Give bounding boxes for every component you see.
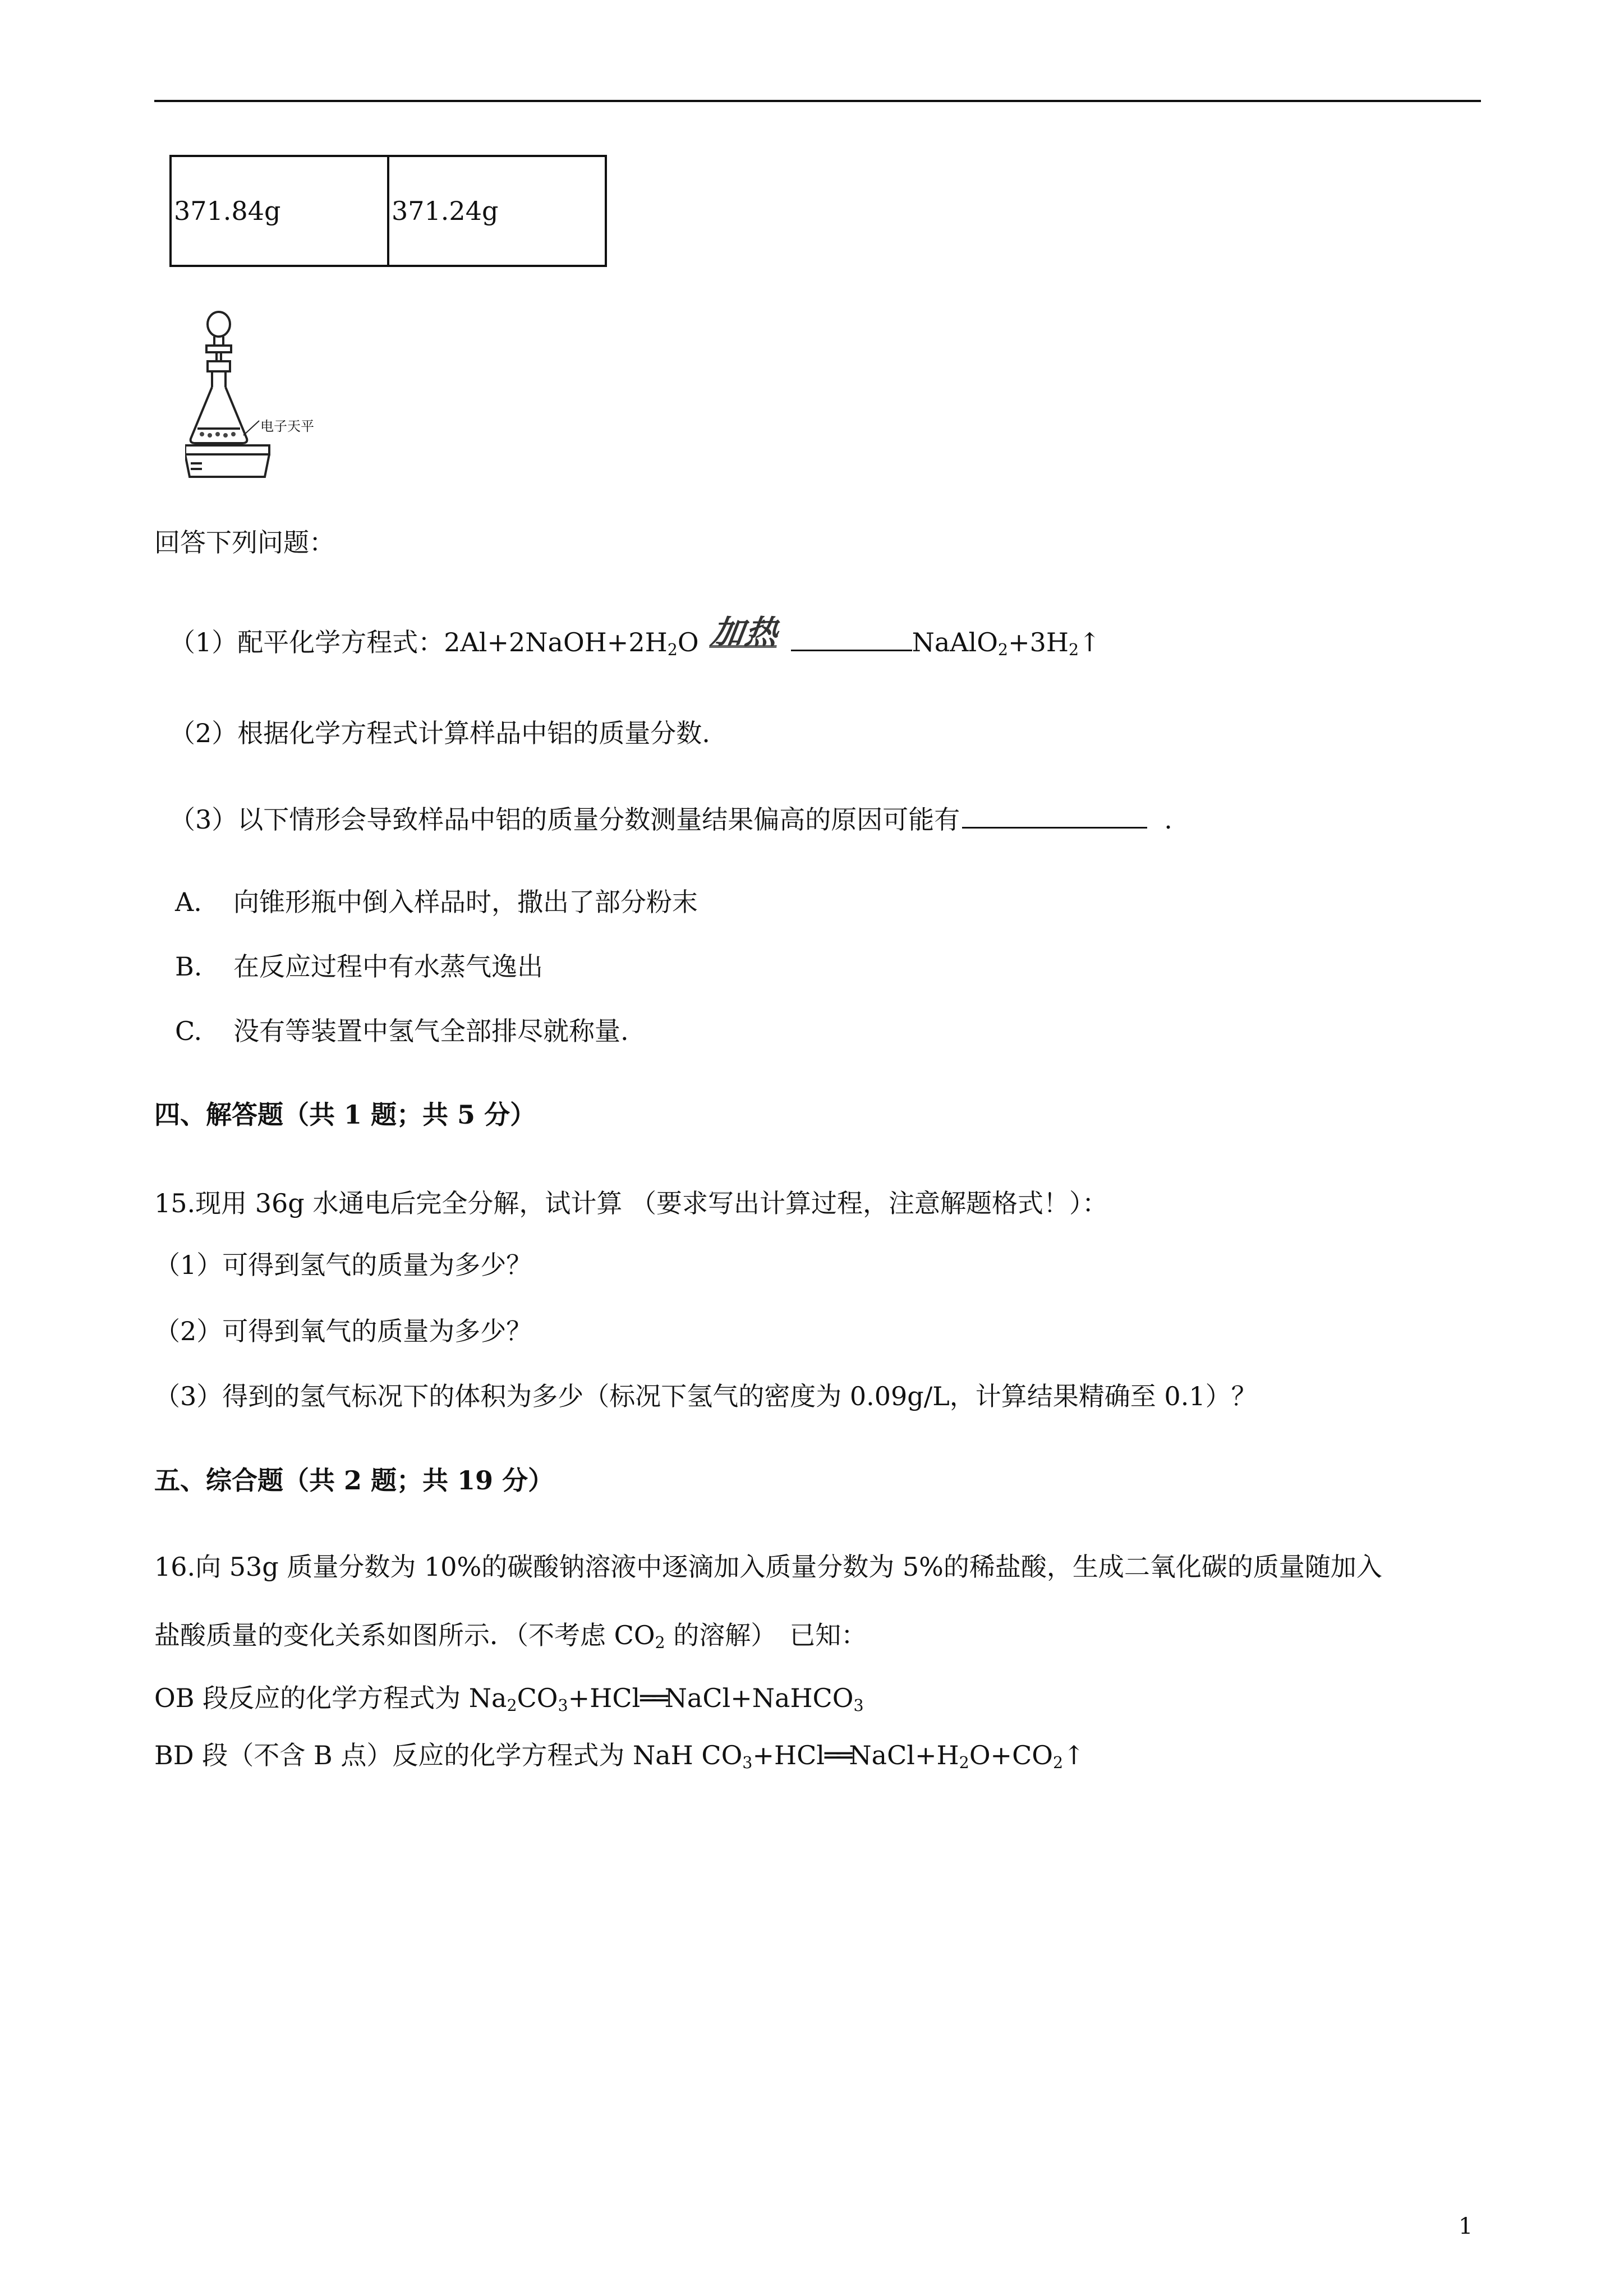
question-2: （2）根据化学方程式计算样品中铝的质量分数.: [169, 718, 710, 748]
apparatus-figure: [185, 309, 320, 488]
question-3: （3）以下情形会导致样品中铝的质量分数测量结果偏高的原因可能有 .: [169, 804, 1172, 835]
heating-condition: 加热: [708, 613, 781, 651]
option-b: B. 在反应过程中有水蒸气逸出: [175, 951, 543, 982]
q16-line-1: 16.向 53g 质量分数为 10%的碳酸钠溶液中逐滴加入质量分数为 5%的稀盐酸，生成二氧化碳的质量随加入: [154, 1552, 1382, 1582]
answer-blank-3[interactable]: [962, 822, 1147, 829]
table-row: [171, 156, 606, 266]
q15-part-1: （1）可得到氢气的质量为多少？: [154, 1250, 532, 1280]
intro-text: 回答下列问题：: [154, 527, 335, 558]
answer-blank-1[interactable]: [791, 645, 912, 651]
section-4-heading: 四、解答题（共 1 题；共 5 分）: [154, 1099, 536, 1130]
table-cell-2: 371.24g: [388, 156, 606, 266]
section-5-heading: 五、综合题（共 2 题；共 19 分）: [154, 1465, 554, 1496]
gas-arrow-icon: ↑: [1079, 627, 1101, 657]
ob-equation: OB 段反应的化学方程式为 $Na_2CO_3+HCl══NaCl+NaHCO_3$: [154, 1683, 864, 1715]
option-a: A. 向锥形瓶中倒入样品时，撒出了部分粉末: [175, 887, 698, 917]
q15-part-3: （3）得到的氢气标况下的体积为多少（标况下氢气的密度为 0.09g/L，计算结果精确至 0.1）？: [154, 1381, 1257, 1411]
q15-part-2: （2）可得到氧气的质量为多少？: [154, 1316, 532, 1346]
equals-sign: ══: [825, 1740, 849, 1770]
header-rule: [154, 100, 1481, 102]
option-c: C. 没有等装置中氢气全部排尽就称量.: [175, 1016, 629, 1046]
q16-line-2: 盐酸质量的变化关系如图所示．（不考虑 $CO_2$ 的溶解） 已知：: [154, 1620, 867, 1653]
page-number: 1: [1459, 2214, 1473, 2239]
mass-table: [169, 155, 607, 267]
bd-equation: BD 段（不含 B 点）反应的化学方程式为 NaH $CO_3+HCl══NaCl+H_2O+CO_2↑$: [154, 1740, 1085, 1773]
question-1: （1）配平化学方程式：$2Al+2NaOH+2H_2O$ 加热 $NaAlO_2+3H_2↑$: [169, 613, 1101, 660]
equals-sign: ══: [640, 1683, 665, 1713]
q15-stem: 15.现用 36g 水通电后完全分解，试计算 （要求写出计算过程，注意解题格式！）：: [154, 1188, 1108, 1218]
figure-label: 电子天平: [260, 418, 314, 434]
table-cell-1: 371.84g: [171, 156, 388, 266]
gas-arrow-icon: ↑: [1063, 1740, 1085, 1770]
